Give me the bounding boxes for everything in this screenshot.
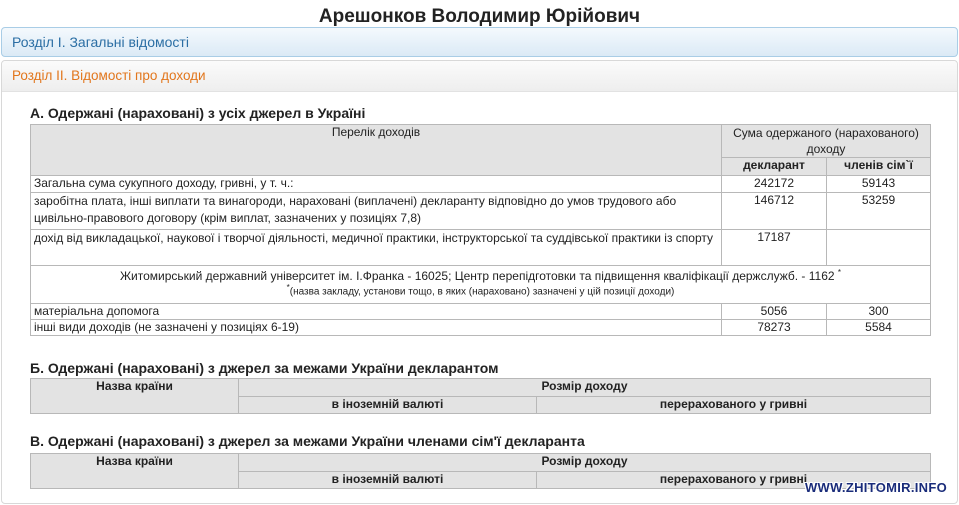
org-note-star: * — [286, 283, 290, 292]
row-label: інші види доходів (не зазначені у позиціях 6-19) — [31, 320, 722, 336]
table-row — [31, 320, 931, 336]
section-1-title: Розділ I. Загальні відомості — [12, 34, 189, 50]
row-family: 59143 — [827, 176, 931, 193]
col-declarant-header: декларант — [722, 158, 827, 176]
org-cell — [31, 266, 931, 304]
row-label: дохід від викладацької, наукової і творчої діяльності, медичної практики, інструкторської та суддівської практики із спорту — [31, 230, 722, 266]
section-2-title: Розділ II. Відомості про доходи — [12, 68, 206, 83]
c-col-income: Розмір доходу — [239, 454, 931, 472]
b-col-foreign: в іноземній валюті — [239, 397, 537, 414]
table-row — [31, 193, 931, 230]
b-col-uah: перерахованого у гривні — [537, 397, 931, 414]
row-declarant: 146712 — [722, 193, 827, 230]
b-col-country: Назва країни — [31, 379, 239, 414]
watermark: WWW.ZHITOMIR.INFO — [804, 480, 947, 495]
c-col-uah: перерахованого у гривні — [537, 472, 931, 489]
row-label: Загальна сума сукупного доходу, гривні, у т. ч.: — [31, 176, 722, 193]
org-row — [31, 266, 931, 304]
part-b-table — [30, 378, 931, 414]
org-line: Житомирський державний університет ім. І.Франка - 16025; Центр перепідготовки та підвищення кваліфікації держслужб. - 1162 — [119, 269, 835, 283]
org-star: * — [837, 268, 842, 277]
part-a-table — [30, 124, 931, 336]
table-row — [31, 176, 931, 193]
row-declarant: 78273 — [722, 320, 827, 336]
row-family: 300 — [827, 304, 931, 320]
col-list-header: Перелік доходів — [31, 125, 722, 176]
section-2-header[interactable] — [2, 61, 957, 92]
table-row — [31, 304, 931, 320]
row-family — [827, 230, 931, 266]
part-c-table — [30, 453, 931, 489]
row-declarant: 17187 — [722, 230, 827, 266]
col-sum-header: Сума одержаного (нарахованого) доходу — [722, 125, 931, 158]
row-label: заробітна плата, інші виплати та винагороди, нараховані (виплачені) декларанту відповідно до умов трудового або цивільно-правового договору (крім виплат, зазначених у позиціях 7,8) — [31, 193, 722, 230]
row-family: 5584 — [827, 320, 931, 336]
row-label: матеріальна допомога — [31, 304, 722, 320]
table-row — [31, 230, 931, 266]
row-family: 53259 — [827, 193, 931, 230]
part-c-heading: В. Одержані (нараховані) з джерел за межами України членами сім'ї декларанта — [30, 433, 585, 449]
c-col-foreign: в іноземній валюті — [239, 472, 537, 489]
org-note: (назва закладу, установи тощо, в яких (нараховано) зазначені у цій позиції доходи) — [289, 286, 675, 298]
b-col-income: Розмір доходу — [239, 379, 931, 397]
c-col-country: Назва країни — [31, 454, 239, 489]
part-b-heading: Б. Одержані (нараховані) з джерел за межами України декларантом — [30, 360, 499, 376]
col-family-header: членів сім`ї — [827, 158, 931, 176]
page-title: Арешонков Володимир Юрійович — [318, 6, 641, 27]
row-declarant: 242172 — [722, 176, 827, 193]
row-declarant: 5056 — [722, 304, 827, 320]
section-1-header[interactable] — [1, 27, 958, 57]
part-a-heading: А. Одержані (нараховані) з усіх джерел в Україні — [30, 105, 366, 121]
